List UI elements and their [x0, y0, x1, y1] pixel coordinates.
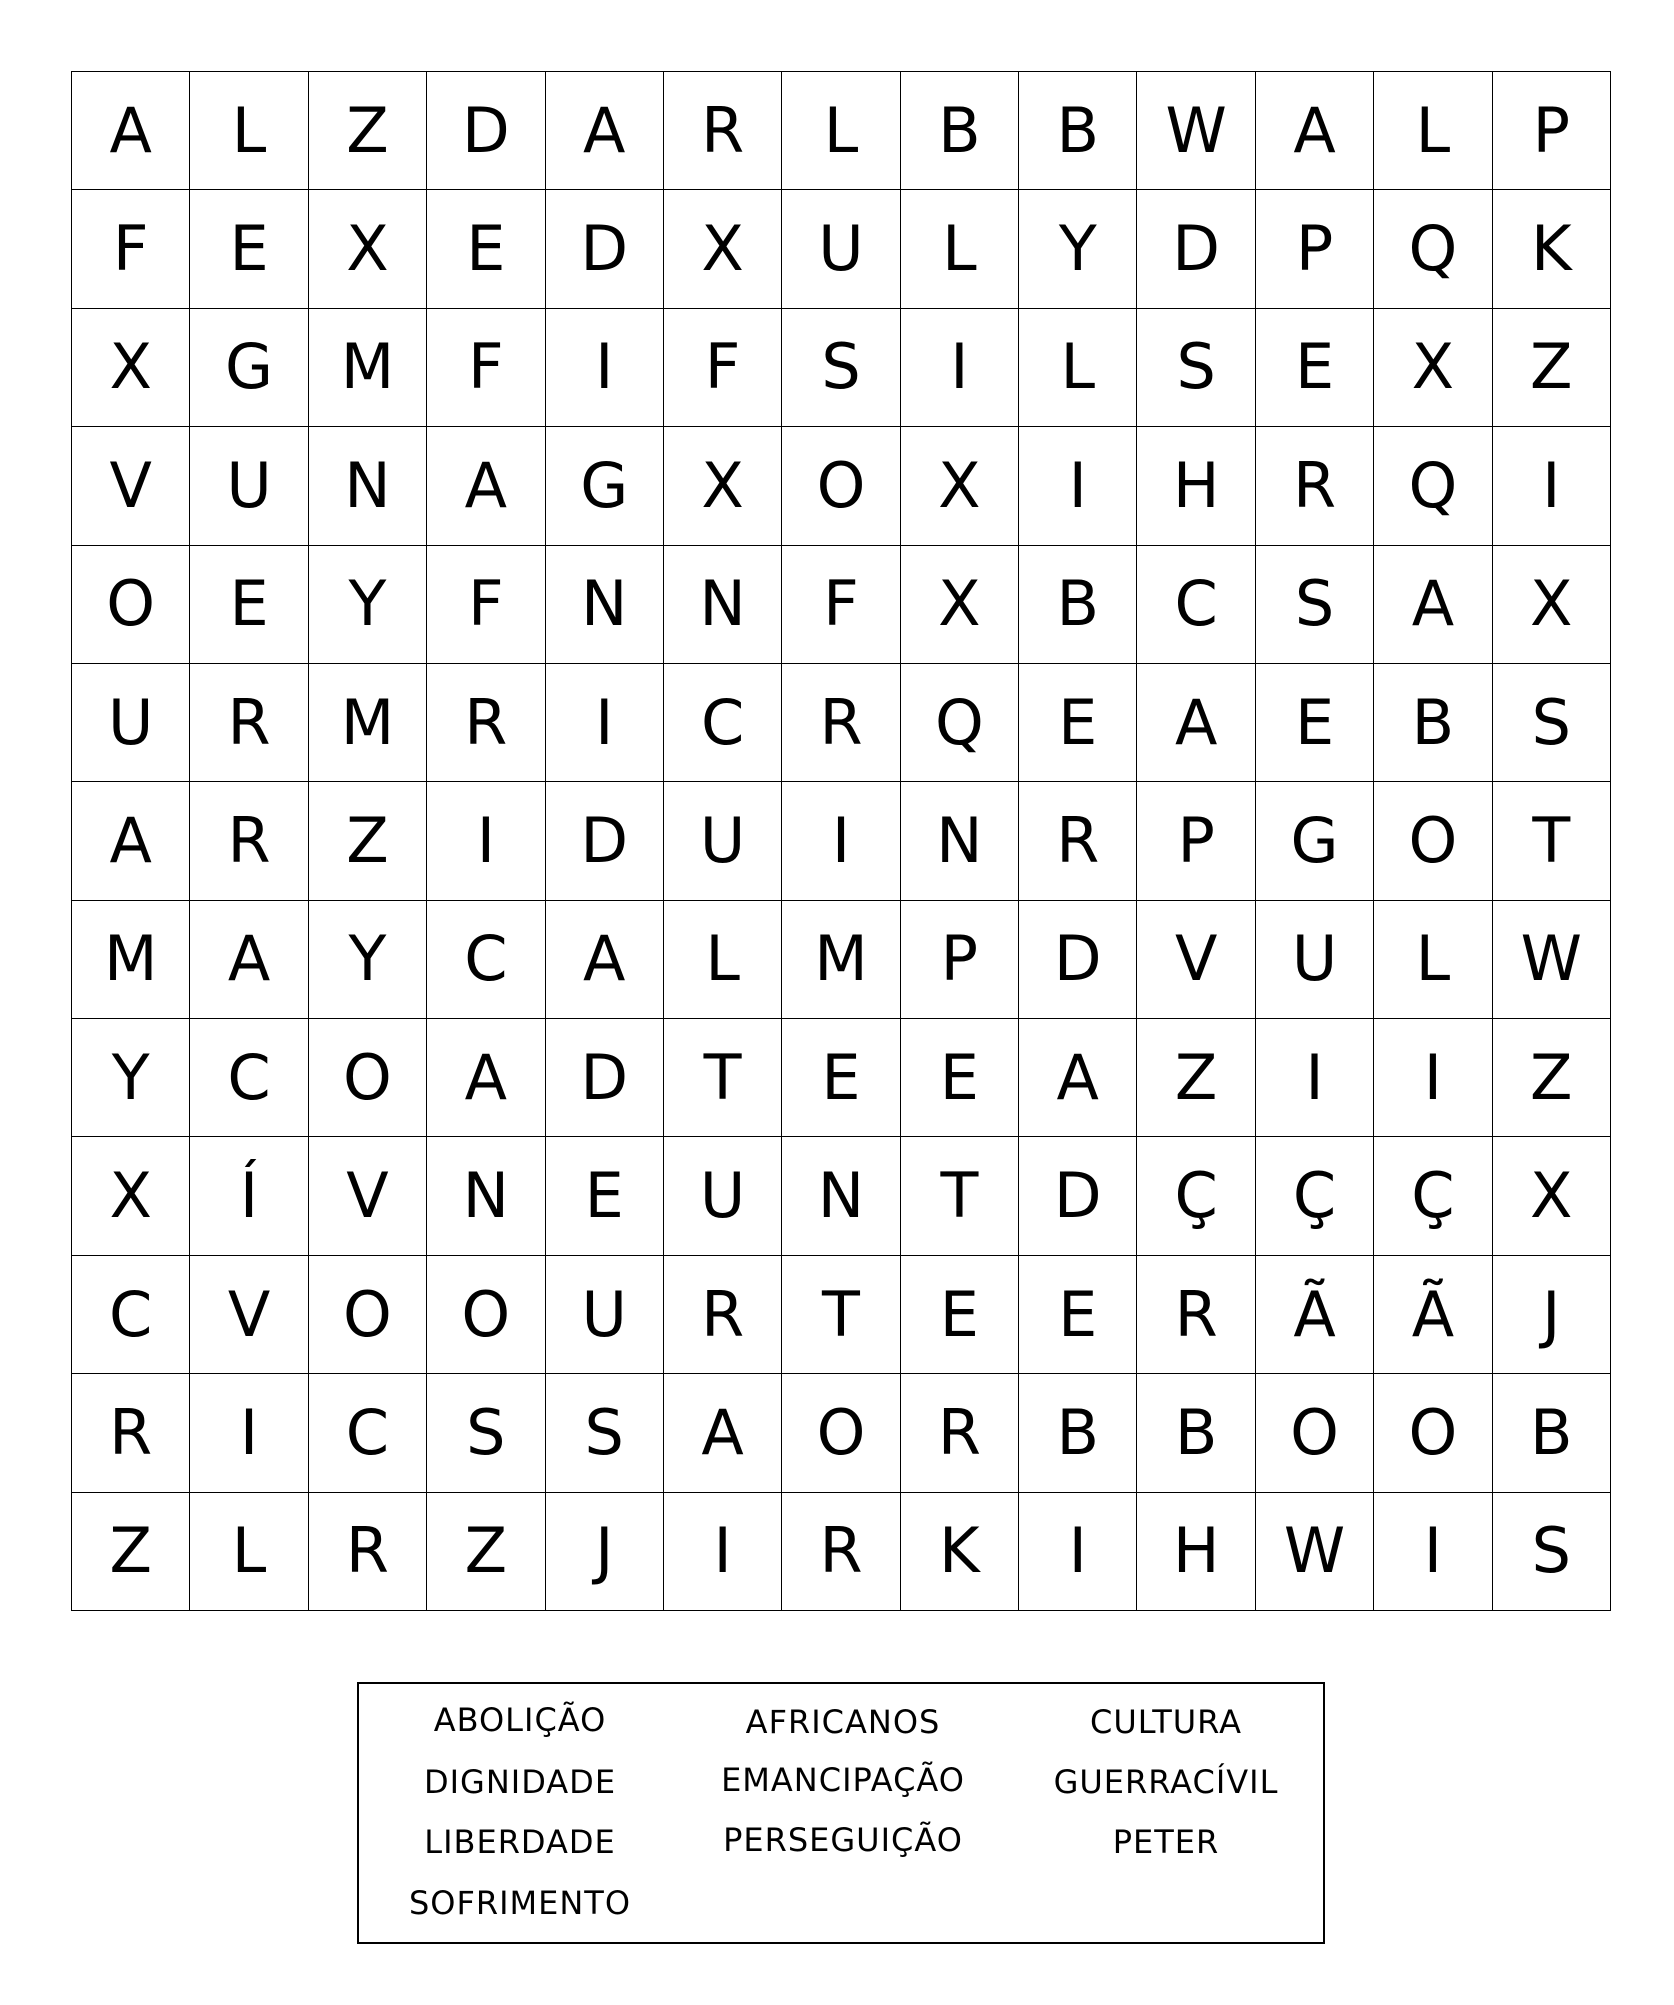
grid-cell[interactable]: I [546, 664, 664, 782]
grid-cell[interactable]: I [1256, 1019, 1374, 1137]
grid-cell[interactable]: I [1374, 1493, 1492, 1611]
grid-cell[interactable]: O [1256, 1374, 1374, 1492]
word-item: PETER [1112, 1823, 1220, 1861]
grid-cell[interactable]: O [1374, 1374, 1492, 1492]
grid-cell[interactable]: L [782, 72, 900, 190]
grid-cell[interactable]: Z [1493, 309, 1611, 427]
grid-cell[interactable]: H [1137, 1493, 1255, 1611]
grid-cell[interactable]: X [1374, 309, 1492, 427]
grid-cell[interactable]: X [1493, 546, 1611, 664]
word-item: GUERRACÍVIL [1053, 1763, 1279, 1801]
grid-cell[interactable]: I [664, 1493, 782, 1611]
grid-cell[interactable]: B [1493, 1374, 1611, 1492]
letter-grid [71, 71, 1611, 1611]
grid-cell[interactable]: G [190, 309, 308, 427]
grid-cell[interactable]: S [1493, 1493, 1611, 1611]
grid-cell[interactable]: L [1374, 901, 1492, 1019]
grid-cell[interactable]: D [427, 72, 545, 190]
grid-cell[interactable]: I [901, 309, 1019, 427]
grid-cell[interactable]: L [664, 901, 782, 1019]
grid-cell[interactable]: Z [427, 1493, 545, 1611]
grid-cell[interactable]: E [427, 190, 545, 308]
grid-cell[interactable]: W [1493, 901, 1611, 1019]
grid-cell[interactable]: A [190, 901, 308, 1019]
grid-cell[interactable]: D [1019, 901, 1137, 1019]
grid-cell[interactable]: H [1137, 427, 1255, 545]
grid-cell[interactable]: V [72, 427, 190, 545]
grid-cell[interactable]: Q [1374, 190, 1492, 308]
grid-cell[interactable]: S [546, 1374, 664, 1492]
grid-cell[interactable]: R [901, 1374, 1019, 1492]
grid-cell[interactable]: E [190, 190, 308, 308]
grid-cell[interactable]: J [1493, 1256, 1611, 1374]
grid-cell[interactable]: C [427, 901, 545, 1019]
grid-cell[interactable]: D [1019, 1137, 1137, 1255]
grid-cell[interactable]: E [1019, 1256, 1137, 1374]
grid-cell[interactable]: Ç [1374, 1137, 1492, 1255]
grid-cell[interactable]: F [782, 546, 900, 664]
word-item: EMANCIPAÇÃO [721, 1761, 965, 1799]
grid-cell[interactable]: O [782, 1374, 900, 1492]
grid-cell[interactable]: X [901, 546, 1019, 664]
grid-cell[interactable]: O [427, 1256, 545, 1374]
grid-cell[interactable]: Z [309, 72, 427, 190]
grid-cell[interactable]: V [1137, 901, 1255, 1019]
grid-cell[interactable]: V [190, 1256, 308, 1374]
grid-cell[interactable]: F [664, 309, 782, 427]
grid-cell[interactable]: Ç [1256, 1137, 1374, 1255]
grid-cell[interactable]: L [1374, 72, 1492, 190]
grid-cell[interactable]: B [1137, 1374, 1255, 1492]
grid-cell[interactable]: C [1137, 546, 1255, 664]
grid-cell[interactable]: U [72, 664, 190, 782]
grid-cell[interactable]: O [1374, 782, 1492, 900]
grid-cell[interactable]: C [72, 1256, 190, 1374]
grid-cell[interactable]: M [309, 664, 427, 782]
grid-cell[interactable]: L [1019, 309, 1137, 427]
word-bank [357, 1682, 1325, 1944]
grid-cell[interactable]: D [1137, 190, 1255, 308]
grid-cell[interactable]: R [664, 72, 782, 190]
word-item: LIBERDADE [424, 1823, 616, 1861]
grid-cell[interactable]: I [190, 1374, 308, 1492]
grid-cell[interactable]: E [1256, 664, 1374, 782]
grid-cell[interactable]: C [190, 1019, 308, 1137]
grid-cell[interactable]: F [427, 309, 545, 427]
grid-cell[interactable]: C [664, 664, 782, 782]
word-item: DIGNIDADE [423, 1763, 617, 1801]
grid-cell[interactable]: Z [309, 782, 427, 900]
grid-cell[interactable]: F [427, 546, 545, 664]
grid-cell[interactable]: O [309, 1256, 427, 1374]
grid-cell[interactable]: E [901, 1256, 1019, 1374]
grid-cell[interactable]: X [901, 427, 1019, 545]
grid-cell[interactable]: Y [1019, 190, 1137, 308]
word-item: PERSEGUIÇÃO [723, 1821, 963, 1859]
grid-cell[interactable]: M [72, 901, 190, 1019]
grid-cell[interactable]: L [190, 1493, 308, 1611]
grid-cell[interactable]: I [782, 782, 900, 900]
grid-cell[interactable]: W [1137, 72, 1255, 190]
grid-cell[interactable]: R [1019, 782, 1137, 900]
grid-cell[interactable]: O [309, 1019, 427, 1137]
grid-cell[interactable]: S [782, 309, 900, 427]
word-item: AFRICANOS [745, 1703, 941, 1741]
grid-cell[interactable]: D [546, 782, 664, 900]
grid-cell[interactable]: X [1493, 1137, 1611, 1255]
grid-cell[interactable]: R [309, 1493, 427, 1611]
grid-cell[interactable]: V [309, 1137, 427, 1255]
grid-cell[interactable]: A [1019, 1019, 1137, 1137]
grid-cell[interactable]: T [782, 1256, 900, 1374]
grid-cell[interactable]: Ç [1137, 1137, 1255, 1255]
word-item: SOFRIMENTO [408, 1884, 632, 1922]
grid-cell[interactable]: Y [72, 1019, 190, 1137]
grid-cell[interactable]: U [1256, 901, 1374, 1019]
grid-cell[interactable]: U [664, 782, 782, 900]
grid-cell[interactable]: D [546, 1019, 664, 1137]
grid-cell[interactable]: Í [190, 1137, 308, 1255]
grid-cell[interactable]: K [901, 1493, 1019, 1611]
grid-cell[interactable]: B [1019, 1374, 1137, 1492]
grid-cell[interactable]: R [782, 664, 900, 782]
grid-cell[interactable]: I [427, 782, 545, 900]
grid-cell[interactable]: T [1493, 782, 1611, 900]
grid-cell[interactable]: Ã [1374, 1256, 1492, 1374]
grid-cell[interactable]: R [1137, 1256, 1255, 1374]
grid-cell[interactable]: P [1256, 190, 1374, 308]
grid-cell[interactable]: E [1019, 664, 1137, 782]
grid-cell[interactable]: C [309, 1374, 427, 1492]
grid-cell[interactable]: R [782, 1493, 900, 1611]
grid-cell[interactable]: I [1019, 1493, 1137, 1611]
grid-cell[interactable]: R [190, 782, 308, 900]
grid-cell[interactable]: G [1256, 782, 1374, 900]
grid-cell[interactable]: X [309, 190, 427, 308]
grid-cell[interactable]: Z [1493, 1019, 1611, 1137]
grid-cell[interactable]: I [1019, 427, 1137, 545]
grid-cell[interactable]: E [901, 1019, 1019, 1137]
grid-cell[interactable]: B [1019, 72, 1137, 190]
grid-cell[interactable]: Y [309, 901, 427, 1019]
grid-cell[interactable]: S [1256, 546, 1374, 664]
grid-cell[interactable]: I [1493, 427, 1611, 545]
grid-cell[interactable]: B [1374, 664, 1492, 782]
grid-cell[interactable]: K [1493, 190, 1611, 308]
grid-cell[interactable]: U [782, 190, 900, 308]
grid-cell[interactable]: E [1256, 309, 1374, 427]
grid-cell[interactable]: S [1137, 309, 1255, 427]
grid-cell[interactable]: E [190, 546, 308, 664]
grid-cell[interactable]: Ã [1256, 1256, 1374, 1374]
grid-cell[interactable]: A [1374, 546, 1492, 664]
grid-cell[interactable]: Z [1137, 1019, 1255, 1137]
grid-cell[interactable]: X [664, 427, 782, 545]
grid-cell[interactable]: Y [309, 546, 427, 664]
grid-cell[interactable]: A [546, 72, 664, 190]
grid-cell[interactable]: U [190, 427, 308, 545]
grid-cell[interactable]: N [664, 546, 782, 664]
grid-cell[interactable]: M [782, 901, 900, 1019]
grid-cell[interactable]: N [546, 546, 664, 664]
grid-cell[interactable]: I [1374, 1019, 1492, 1137]
grid-cell[interactable]: P [1493, 72, 1611, 190]
grid-cell[interactable]: R [427, 664, 545, 782]
grid-cell[interactable]: U [546, 1256, 664, 1374]
grid-cell[interactable]: A [72, 782, 190, 900]
grid-cell[interactable]: B [1019, 546, 1137, 664]
grid-cell[interactable]: D [546, 190, 664, 308]
grid-cell[interactable]: A [72, 72, 190, 190]
grid-cell[interactable]: F [72, 190, 190, 308]
grid-cell[interactable]: N [427, 1137, 545, 1255]
grid-cell[interactable]: Q [1374, 427, 1492, 545]
grid-cell[interactable]: A [427, 427, 545, 545]
grid-cell[interactable]: A [546, 901, 664, 1019]
grid-cell[interactable]: N [901, 782, 1019, 900]
grid-cell[interactable]: J [546, 1493, 664, 1611]
grid-cell[interactable]: S [1493, 664, 1611, 782]
grid-cell[interactable]: A [1137, 664, 1255, 782]
grid-cell[interactable]: P [901, 901, 1019, 1019]
grid-cell[interactable]: N [782, 1137, 900, 1255]
grid-cell[interactable]: U [664, 1137, 782, 1255]
grid-cell[interactable]: I [546, 309, 664, 427]
grid-cell[interactable]: R [190, 664, 308, 782]
grid-cell[interactable]: T [901, 1137, 1019, 1255]
grid-cell[interactable]: R [1256, 427, 1374, 545]
grid-cell[interactable]: A [664, 1374, 782, 1492]
grid-cell[interactable]: X [72, 309, 190, 427]
grid-cell[interactable]: S [427, 1374, 545, 1492]
grid-cell[interactable]: L [901, 190, 1019, 308]
grid-cell[interactable]: A [427, 1019, 545, 1137]
grid-cell[interactable]: T [664, 1019, 782, 1137]
word-item: CULTURA [1090, 1703, 1242, 1741]
grid-cell[interactable]: E [782, 1019, 900, 1137]
grid-cell[interactable]: O [782, 427, 900, 545]
grid-cell[interactable]: O [72, 546, 190, 664]
grid-cell[interactable]: A [1256, 72, 1374, 190]
grid-cell[interactable]: L [190, 72, 308, 190]
grid-cell[interactable]: G [546, 427, 664, 545]
grid-cell[interactable]: E [546, 1137, 664, 1255]
grid-cell[interactable]: R [72, 1374, 190, 1492]
grid-cell[interactable]: N [309, 427, 427, 545]
grid-cell[interactable]: Q [901, 664, 1019, 782]
grid-cell[interactable]: M [309, 309, 427, 427]
grid-cell[interactable]: X [72, 1137, 190, 1255]
grid-cell[interactable]: P [1137, 782, 1255, 900]
grid-cell[interactable]: X [664, 190, 782, 308]
grid-cell[interactable]: Z [72, 1493, 190, 1611]
grid-cell[interactable]: B [901, 72, 1019, 190]
grid-cell[interactable]: R [664, 1256, 782, 1374]
grid-cell[interactable]: W [1256, 1493, 1374, 1611]
word-item: ABOLIÇÃO [433, 1701, 607, 1739]
